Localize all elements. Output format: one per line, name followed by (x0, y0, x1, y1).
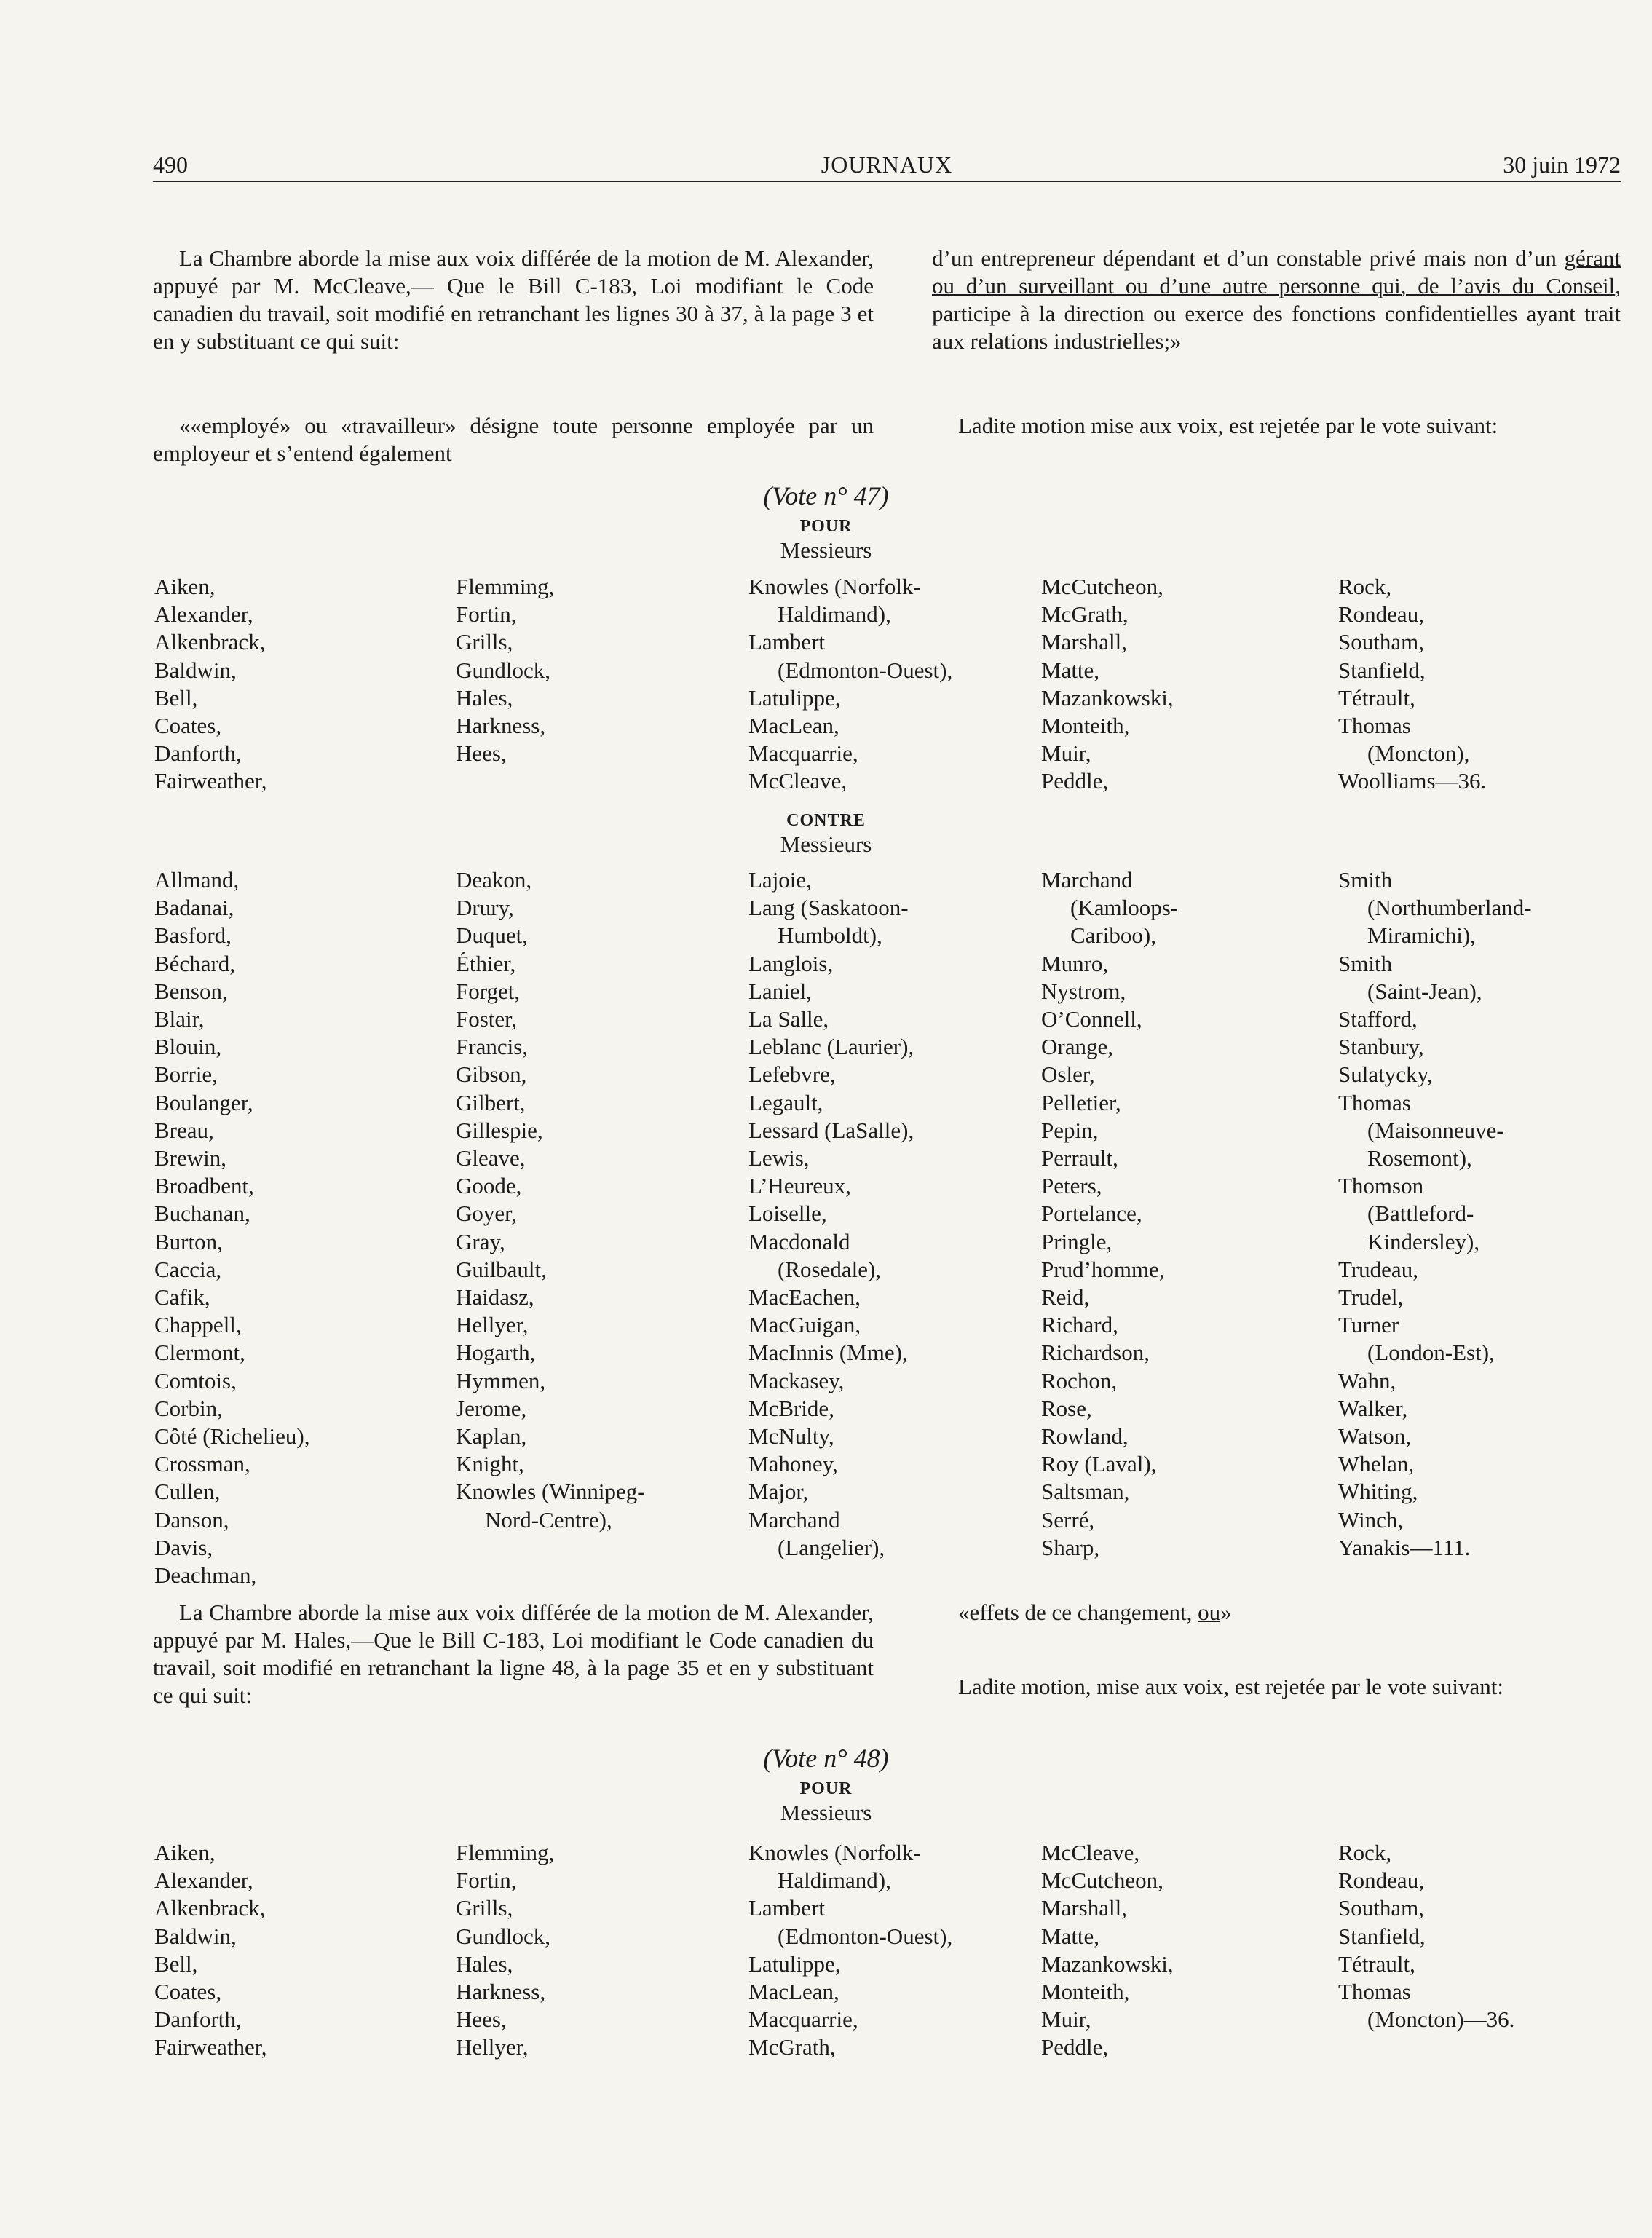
member-name: Borrie, (154, 1061, 218, 1088)
member-name: Stanfield, (1338, 657, 1426, 683)
member-name: Comtois, (154, 1367, 237, 1393)
member-name: Lang (Saskatoon- (748, 895, 909, 921)
member-name: Major, (748, 1479, 809, 1505)
member-name: Langlois, (748, 950, 834, 976)
member-name: O’Connell, (1041, 1006, 1142, 1032)
vote-47-pour-col-3 (748, 573, 952, 796)
member-name: Knowles (Norfolk- (748, 574, 921, 599)
page-number: 490 (153, 151, 188, 178)
member-name: Lewis, (748, 1145, 810, 1171)
member-name: Drury, (456, 895, 514, 921)
member-name: Muir, (1041, 740, 1091, 767)
motion-2-text: La Chambre aborde la mise aux voix différée de la motion de M. Alexander, appuyé par M. Hales,—Que le Bill C-183, Loi modifiant le Code canadien du travail, soit modifié en retranchant la ligne 48, à la page 35 et en y substituant ce qui suit: (153, 1600, 874, 1708)
member-name: Winch, (1338, 1506, 1404, 1533)
member-name: Flemming, (456, 574, 555, 599)
member-name: Sulatycky, (1338, 1061, 1433, 1088)
member-name: Fairweather, (154, 768, 267, 794)
vote-48-pour-col-3 (748, 1839, 952, 2062)
member-name: McCutcheon, (1041, 574, 1163, 599)
member-name: Hees, (456, 740, 507, 767)
member-name: Rochon, (1041, 1367, 1118, 1393)
member-name: Muir, (1041, 2006, 1091, 2033)
vote-47-pour-col-2 (456, 573, 554, 767)
vote-48-pour-col-1 (154, 1839, 267, 2062)
member-name: Legault, (748, 1089, 823, 1115)
member-name: MacInnis (Mme), (748, 1340, 908, 1366)
member-name: Coates, (154, 1979, 222, 2005)
member-name-continuation: (Langelier), (778, 1534, 885, 1560)
member-name: Haidasz, (456, 1284, 534, 1310)
member-name: Munro, (1041, 950, 1109, 976)
member-name-continuation: (Edmonton-Ouest), (778, 657, 953, 683)
member-name: Lessard (LaSalle), (748, 1117, 914, 1143)
member-name-continuation: (Saint-Jean), (1367, 978, 1482, 1004)
member-name: Corbin, (154, 1395, 223, 1421)
vote-47-contre-col-1 (154, 866, 310, 1589)
member-name: Grills, (456, 629, 513, 655)
member-name: Pringle, (1041, 1228, 1112, 1254)
member-name: Knowles (Winnipeg- (456, 1479, 645, 1505)
member-name: Cafik, (154, 1284, 210, 1310)
member-name: Danson, (154, 1506, 229, 1533)
member-name-continuation: Cariboo), (1070, 922, 1156, 949)
member-name: Béchard, (154, 950, 236, 976)
member-name-continuation: (Edmonton-Ouest), (778, 1923, 953, 1949)
member-name: Crossman, (154, 1451, 250, 1477)
vote-47-pour-col-1 (154, 573, 267, 796)
member-name: Harkness, (456, 713, 546, 739)
member-name: Hales, (456, 684, 513, 711)
member-name: Kaplan, (456, 1423, 527, 1450)
vote-47-title: (Vote n° 47) (763, 481, 889, 510)
member-name: Danforth, (154, 2006, 242, 2033)
vote-47-contre-col-5 (1338, 866, 1532, 1562)
member-name: Loiselle, (748, 1201, 827, 1227)
motion-2-quote: «effets de ce changement, ou» (958, 1600, 1232, 1625)
member-name: Woolliams—36. (1338, 768, 1487, 794)
member-name: Knight, (456, 1451, 524, 1477)
member-name: Côté (Richelieu), (154, 1423, 310, 1450)
member-name: Caccia, (154, 1256, 222, 1282)
member-name: Saltsman, (1041, 1479, 1130, 1505)
member-name: McNulty, (748, 1423, 834, 1450)
member-name: Peddle, (1041, 2034, 1109, 2060)
member-name: Lefebvre, (748, 1061, 836, 1088)
member-name: L’Heureux, (748, 1173, 851, 1199)
member-name: Mahoney, (748, 1451, 838, 1477)
member-name: Blair, (154, 1006, 205, 1032)
member-name: Smith (1338, 867, 1393, 893)
member-name: Éthier, (456, 950, 516, 976)
member-name: Allmand, (154, 867, 240, 893)
member-name: Knowles (Norfolk- (748, 1840, 921, 1865)
member-name: Macquarrie, (748, 740, 858, 767)
member-name: Basford, (154, 922, 232, 949)
member-name: Gundlock, (456, 657, 551, 683)
underlined-word: ou (1198, 1600, 1221, 1625)
vote-48-pour-label: POUR (799, 1779, 853, 1798)
member-name: MacGuigan, (748, 1312, 861, 1338)
underlined-amendment: gérant ou d’un surveillant ou d’une autre personne qui, de l’avis du Conseil (932, 245, 1621, 298)
member-name: Latulippe, (748, 1950, 841, 1977)
member-name: Smith (1338, 950, 1393, 976)
vote-47-pour-col-4 (1041, 573, 1174, 796)
member-name: Stanfield, (1338, 1923, 1426, 1949)
member-name: Sharp, (1041, 1534, 1100, 1560)
vote-47-pour-messieurs: Messieurs (780, 537, 872, 563)
member-name: Alkenbrack, (154, 1895, 266, 1921)
member-name: Thomson (1338, 1173, 1424, 1199)
member-name: Aiken, (154, 1840, 216, 1865)
member-name: Yanakis—111. (1338, 1534, 1471, 1560)
member-name: Tétrault, (1338, 1950, 1415, 1977)
member-name: Roy (Laval), (1041, 1451, 1157, 1477)
member-name: Marshall, (1041, 1895, 1127, 1921)
member-name: Forget, (456, 978, 521, 1004)
member-name: Stanbury, (1338, 1034, 1424, 1060)
member-name: Walker, (1338, 1395, 1408, 1421)
member-name: McCutcheon, (1041, 1867, 1163, 1894)
member-name: Hymmen, (456, 1367, 546, 1393)
member-name: Alkenbrack, (154, 629, 266, 655)
motion-1-text: La Chambre aborde la mise aux voix différée de la motion de M. Alexander, appuyé par M. McCleave,— Que le Bill C-183, Loi modifiant le Code canadien du travail, soit modifié en retranchant les lignes 30 à 37, à la page 3 et en y substituant ce qui suit: (153, 245, 874, 354)
member-name: Matte, (1041, 1923, 1100, 1949)
member-name: Foster, (456, 1006, 518, 1032)
member-name: Matte, (1041, 657, 1100, 683)
member-name: Danforth, (154, 740, 242, 767)
member-name: Lajoie, (748, 867, 812, 893)
member-name: Brewin, (154, 1145, 227, 1171)
member-name: Mazankowski, (1041, 1950, 1174, 1977)
member-name: Clermont, (154, 1340, 245, 1366)
motion-1-result: Ladite motion mise aux voix, est rejetée par le vote suivant: (958, 413, 1498, 438)
member-name: Mazankowski, (1041, 684, 1174, 711)
member-name: Gray, (456, 1228, 505, 1254)
member-name: Rowland, (1041, 1423, 1129, 1450)
member-name: Gillespie, (456, 1117, 543, 1143)
member-name: Deakon, (456, 867, 532, 893)
member-name: Hees, (456, 2006, 507, 2033)
member-name: Rock, (1338, 1840, 1392, 1865)
member-name: Hellyer, (456, 2034, 529, 2060)
vote-47-contre-col-4 (1041, 866, 1178, 1562)
vote-48-title: (Vote n° 48) (763, 1744, 889, 1773)
member-name: Perrault, (1041, 1145, 1118, 1171)
member-name: Wahn, (1338, 1367, 1396, 1393)
member-name: Hales, (456, 1950, 513, 1977)
member-name: Aiken, (154, 574, 216, 599)
member-name-continuation: Rosemont), (1367, 1145, 1472, 1171)
member-name: Pepin, (1041, 1117, 1099, 1143)
member-name: Gilbert, (456, 1089, 526, 1115)
member-name: Boulanger, (154, 1089, 253, 1115)
member-name: McCleave, (748, 768, 847, 794)
vote-47-pour-col-5 (1338, 573, 1486, 796)
member-name: MacEachen, (748, 1284, 861, 1310)
member-name: Southam, (1338, 1895, 1424, 1921)
member-name-continuation: Nord-Centre), (485, 1506, 612, 1533)
member-name: Whelan, (1338, 1451, 1415, 1477)
member-name: Fortin, (456, 601, 517, 628)
member-name: Orange, (1041, 1034, 1113, 1060)
member-name: Rondeau, (1338, 601, 1424, 628)
member-name-continuation: (Maisonneuve- (1367, 1117, 1504, 1143)
member-name: Richard, (1041, 1312, 1118, 1338)
member-name: Guilbault, (456, 1256, 547, 1282)
member-name: Baldwin, (154, 657, 237, 683)
member-name: Trudel, (1338, 1284, 1404, 1310)
member-name: Portelance, (1041, 1201, 1142, 1227)
member-name: Thomas (1338, 1089, 1411, 1115)
member-name: MacLean, (748, 1979, 839, 2005)
member-name: Fairweather, (154, 2034, 267, 2060)
vote-48-pour-col-4 (1041, 1839, 1174, 2062)
vote-47-contre-col-2 (456, 866, 645, 1534)
member-name: Southam, (1338, 629, 1424, 655)
member-name: Chappell, (154, 1312, 242, 1338)
member-name: Deachman, (154, 1562, 257, 1589)
member-name: Bell, (154, 1950, 198, 1977)
member-name: Pelletier, (1041, 1089, 1121, 1115)
member-name: Hellyer, (456, 1312, 529, 1338)
member-name: Cullen, (154, 1479, 221, 1505)
member-name: Thomas (1338, 713, 1411, 739)
member-name-continuation: (Kamloops- (1070, 895, 1179, 921)
member-name: Rose, (1041, 1395, 1092, 1421)
member-name: La Salle, (748, 1006, 829, 1032)
member-name: McCleave, (1041, 1840, 1140, 1865)
vote-48-pour-col-2 (456, 1839, 554, 2062)
vote-48-pour-col-5 (1338, 1839, 1514, 2033)
member-name: Latulippe, (748, 684, 841, 711)
member-name: Marchand (1041, 867, 1133, 893)
member-name-continuation: (Moncton)—36. (1367, 2006, 1515, 2033)
member-name: Harkness, (456, 1979, 546, 2005)
member-name-continuation: (Northumberland- (1367, 895, 1532, 921)
member-name: Gleave, (456, 1145, 526, 1171)
member-name: Goyer, (456, 1201, 517, 1227)
vote-47-contre-messieurs: Messieurs (780, 831, 872, 857)
member-name: Blouin, (154, 1034, 222, 1060)
member-name: Davis, (154, 1534, 213, 1560)
member-name: Peddle, (1041, 768, 1109, 794)
member-name: Nystrom, (1041, 978, 1126, 1004)
member-name: Tétrault, (1338, 684, 1415, 711)
member-name: Duquet, (456, 922, 529, 949)
member-name: Turner (1338, 1312, 1399, 1338)
journal-title: JOURNAUX (821, 151, 953, 178)
member-name: McGrath, (1041, 601, 1129, 628)
member-name-continuation: Haldimand), (778, 1867, 891, 1894)
vote-47-contre-col-3 (748, 866, 914, 1562)
member-name-continuation: Miramichi), (1367, 922, 1476, 949)
member-name: Hogarth, (456, 1340, 536, 1366)
member-name: Trudeau, (1338, 1256, 1418, 1282)
member-name-continuation: (London-Est), (1367, 1340, 1495, 1366)
member-name: Monteith, (1041, 1979, 1130, 2005)
member-name: Lambert (748, 1895, 826, 1921)
member-name-continuation: (Battleford- (1367, 1201, 1474, 1227)
member-name: Monteith, (1041, 713, 1130, 739)
member-name: Rondeau, (1338, 1867, 1424, 1894)
motion-1-quote: ««employé» ou «travailleur» désigne toute personne employée par un employeur et s’entend également (153, 413, 874, 466)
member-name: Jerome, (456, 1395, 527, 1421)
member-name: Serré, (1041, 1506, 1095, 1533)
member-name: Fortin, (456, 1867, 517, 1894)
member-name: Gibson, (456, 1061, 527, 1088)
member-name: Lambert (748, 629, 826, 655)
member-name: Richardson, (1041, 1340, 1150, 1366)
member-name: Alexander, (154, 601, 253, 628)
member-name: Watson, (1338, 1423, 1411, 1450)
member-name: Stafford, (1338, 1006, 1418, 1032)
member-name: Buchanan, (154, 1201, 250, 1227)
member-name: Prud’homme, (1041, 1256, 1165, 1282)
page-date: 30 juin 1972 (1503, 151, 1621, 178)
member-name: Goode, (456, 1173, 522, 1199)
member-name: Grills, (456, 1895, 513, 1921)
member-name: Macdonald (748, 1228, 850, 1254)
member-name: Macquarrie, (748, 2006, 858, 2033)
vote-47-contre-label: CONTRE (786, 811, 866, 830)
page-header (153, 149, 1621, 182)
member-name: Breau, (154, 1117, 214, 1143)
vote-47-pour-label: POUR (799, 517, 853, 536)
member-name-continuation: (Moncton), (1367, 740, 1470, 767)
member-name: Burton, (154, 1228, 223, 1254)
member-name: Whiting, (1338, 1479, 1418, 1505)
member-name: Osler, (1041, 1061, 1095, 1088)
member-name: MacLean, (748, 713, 839, 739)
member-name: Leblanc (Laurier), (748, 1034, 914, 1060)
member-name: Laniel, (748, 978, 812, 1004)
member-name: Benson, (154, 978, 228, 1004)
member-name: McGrath, (748, 2034, 836, 2060)
member-name-continuation: Haldimand), (778, 601, 891, 628)
member-name: Coates, (154, 713, 222, 739)
motion-2-result: Ladite motion, mise aux voix, est rejetée par le vote suivant: (958, 1674, 1503, 1699)
member-name: Marchand (748, 1506, 840, 1533)
motion-1-quote-continued: d’un entrepreneur dépendant et d’un constable privé mais non d’un gérant ou d’un surveillant ou d’une autre personne qui, de l’avis du Conseil, participe à la direction ou exerce des fonctions confidentielles ayant trait aux relations industrielles;» (932, 245, 1621, 354)
member-name: Reid, (1041, 1284, 1090, 1310)
member-name: Bell, (154, 684, 198, 711)
member-name: Gundlock, (456, 1923, 551, 1949)
member-name: Alexander, (154, 1867, 253, 1894)
member-name: Rock, (1338, 574, 1392, 599)
member-name: Thomas (1338, 1979, 1411, 2005)
member-name: Baldwin, (154, 1923, 237, 1949)
member-name: Francis, (456, 1034, 529, 1060)
member-name-continuation: (Rosedale), (778, 1256, 882, 1282)
member-name: Broadbent, (154, 1173, 254, 1199)
vote-48-pour-messieurs: Messieurs (780, 1800, 872, 1825)
member-name: Mackasey, (748, 1367, 845, 1393)
member-name-continuation: Kindersley), (1367, 1228, 1480, 1254)
member-name: McBride, (748, 1395, 834, 1421)
member-name: Badanai, (154, 895, 234, 921)
member-name: Peters, (1041, 1173, 1102, 1199)
member-name: Marshall, (1041, 629, 1127, 655)
member-name: Flemming, (456, 1840, 555, 1865)
member-name-continuation: Humboldt), (778, 922, 882, 949)
